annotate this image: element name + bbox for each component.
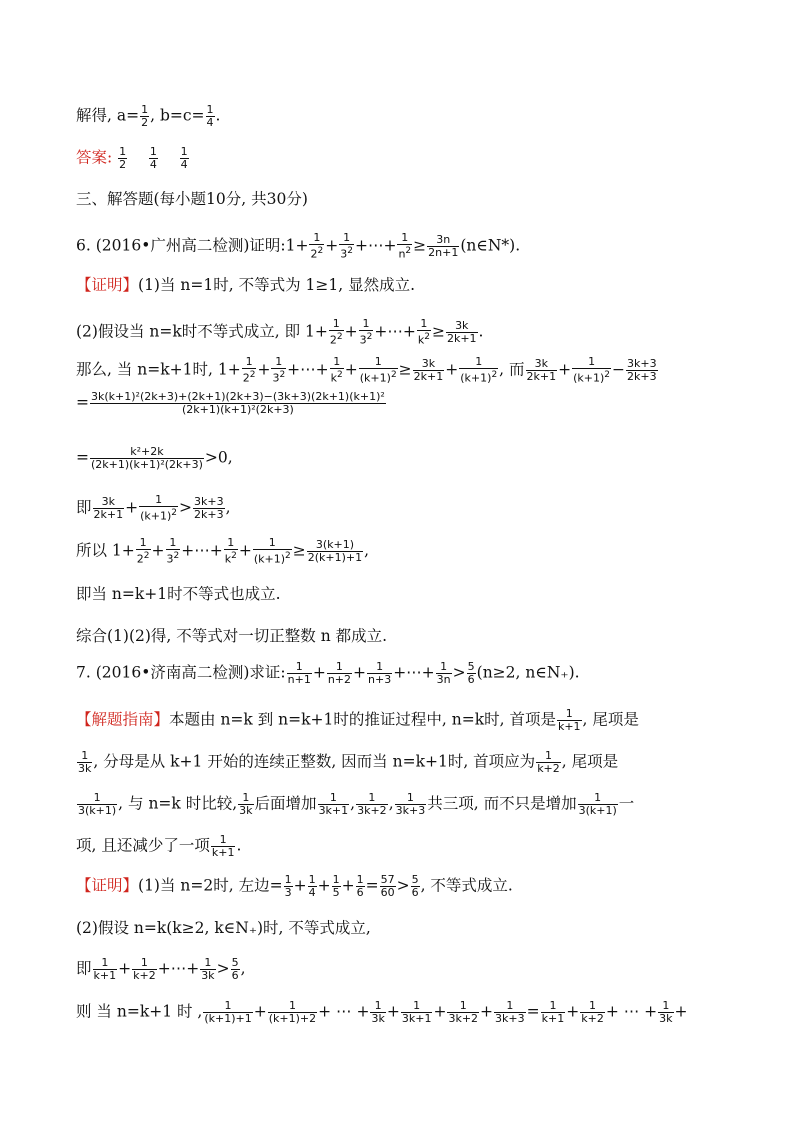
answer-line	[76, 146, 190, 171]
fraction: $\frac{1}{3k}$	[201, 956, 215, 982]
text: , 尾项是	[561, 752, 619, 771]
text: , 分母是从 k+1 开始的连续正整数, 因而当 n=k+1时, 首项应为	[93, 752, 536, 771]
fraction: $\frac{1}{3n}$	[436, 660, 451, 686]
text: 一	[618, 794, 635, 813]
fraction: $\frac{1}{n+3}$	[368, 660, 392, 686]
text: , 尾项是	[582, 710, 639, 729]
proof6-summary: 综合(1)(2)得, 不等式对一切正整数 n 都成立.	[76, 627, 388, 645]
fraction: $\frac{1}{k^2}$	[417, 317, 430, 347]
fraction: $\frac{1}{(k+1)^2}$	[359, 355, 397, 385]
fraction: $\frac{5}{6}$	[231, 956, 239, 982]
proof7-step3: 则 当 n=k+1 时 , $\frac{1}{(k+1)+1}$ + $\frac{1}{(k+1)+2}$ + ⋯ + $\frac{1}{3k}$ + $\frac{1}{3k+1}$ + $\frac{1}{3k+2}$ + $\frac{1}{3k+3}$ = $\frac{1}{k+1}$ + $\frac{1}{k+2}$ + ⋯ + $\frac{1}{3k}$ +	[76, 999, 688, 1025]
fraction: $\frac{1}{k+1}$	[211, 833, 235, 859]
text: 即	[76, 498, 92, 517]
fraction: $\frac{1}{k^2}$	[224, 536, 237, 566]
section-heading: 三、解答题(每小题10分, 共30分)	[76, 190, 308, 208]
fraction: $\frac{1}{3k}$	[371, 999, 385, 1025]
fraction: $\frac{\text{k²+2k}}{\text{(2k+1)(k+1)²(2k+3)}}$	[91, 445, 203, 471]
proof-tag: 【证明】	[76, 876, 139, 895]
text: , 与 n=k 时比较,	[118, 794, 238, 813]
line-solve-ab	[76, 104, 220, 129]
fraction: $\frac{1}{3k}$	[659, 999, 673, 1025]
fraction: $\frac{1}{2}$	[141, 103, 149, 129]
fraction: $\frac{1}{4}$	[206, 103, 214, 129]
proof6-simplify: = $\frac{\text{k²+2k}}{\text{(2k+1)(k+1)²(2k+3)}}$ >0,	[76, 445, 233, 471]
fraction: $\frac{1}{3^2}$	[359, 317, 373, 347]
fraction: $\frac{1}{(k+1)^2}$	[573, 355, 611, 385]
fraction: $\frac{1}{(k+1)^2}$	[140, 493, 178, 523]
text: , 而	[499, 360, 525, 379]
text: (1)当 n=1时, 不等式为 1≥1, 显然成立.	[138, 276, 416, 294]
fraction: $\frac{1}{k+2}$	[581, 999, 604, 1025]
q7-head: 7. (2016•济南高二检测)求证:	[76, 663, 286, 682]
fraction: $\frac{1}{n+2}$	[327, 660, 351, 686]
text: 那么, 当 n=k+1时, 1+	[76, 360, 241, 379]
proof6-conclusion: 即当 n=k+1时不等式也成立.	[76, 585, 281, 603]
text: 项, 且还减少了一项	[76, 836, 210, 855]
fraction: $\frac{1}{2}$	[119, 145, 127, 171]
text: 则 当 n=k+1 时 ,	[76, 1002, 203, 1021]
fraction: $\frac{1}{3k+1}$	[401, 999, 432, 1025]
fraction: $\frac{\text{3k(k+1)²(2k+3)+(2k+1)(2k+3)−(3k+3)(2k+1)(k+1)²}}{\text{(2k+1)(k+1)²(2k+3)}}$	[91, 390, 385, 416]
fraction: $\frac{1}{2^2}$	[242, 355, 256, 385]
text: 解得, a=	[76, 106, 140, 125]
fraction: $\frac{1}{(k+1)+2}$	[268, 999, 317, 1025]
fraction: $\frac{1}{3(k+1)}$	[78, 791, 117, 817]
guide-line1	[76, 708, 639, 733]
proof7-step2: (2)假设 n=k(k≥2, k∈N₊)时, 不等式成立,	[76, 919, 371, 937]
question-7: 7. (2016•济南高二检测)求证: $\frac{1}{n+1}$ + $\frac{1}{n+2}$ + $\frac{1}{n+3}$ +⋯+ $\frac{1}{3n}$ > $\frac{5}{6}$ (n≥2, n∈N₊).	[76, 660, 580, 686]
text: 共三项, 而不只是增加	[427, 794, 577, 813]
fraction: $\frac{3k+3}{2k+3}$	[194, 494, 224, 521]
fraction: $\frac{3k+3}{2k+3}$	[627, 356, 657, 383]
text: ≥	[413, 236, 427, 255]
text: , b=c=	[150, 106, 205, 125]
proof6-step3: 那么, 当 n=k+1时, 1+ $\frac{1}{2^2}$ + $\frac{1}{3^2}$ +⋯+ $\frac{1}{k^2}$ + $\frac{1}{(k+1)^2}$ ≥ $\frac{3k}{2k+1}$ + $\frac{1}{(k+1)^2}$ , 而 $\frac{3k}{2k+1}$ + $\frac{1}{(k+1)^2}$ − $\frac{3k+3}{2k+3}$	[76, 355, 657, 385]
fraction: $\frac{1}{4}$	[149, 145, 157, 171]
fraction: $\frac{1}{(k+1)^2}$	[460, 355, 498, 385]
text: .	[215, 106, 221, 125]
fraction: $\frac{1}{k^2}$	[330, 355, 343, 385]
fraction: $\frac{1}{2^2}$	[310, 231, 324, 261]
proof6-suoyi: 所以 1+ $\frac{1}{2^2}$ + $\frac{1}{3^2}$ +⋯+ $\frac{1}{k^2}$ + $\frac{1}{(k+1)^2}$ ≥ $\frac{3(k+1)}{2(k+1)+1}$ ,	[76, 536, 370, 566]
fraction: $\frac{1}{k+1}$	[93, 956, 117, 982]
fraction: $\frac{1}{3k+2}$	[357, 791, 387, 817]
text: (n≥2, n∈N₊).	[476, 663, 580, 682]
guide-line2	[76, 750, 618, 775]
fraction: $\frac{1}{3(k+1)}$	[578, 791, 617, 817]
fraction: $\frac{1}{(k+1)+1}$	[204, 999, 252, 1025]
fraction: $\frac{1}{4}$	[180, 145, 188, 171]
text: 后面增加	[254, 794, 317, 813]
guide-line4: 项, 且还减少了一项 $\frac{1}{k+1}$ .	[76, 833, 242, 859]
proof6-step2: (2)假设当 n=k时不等式成立, 即 1+ $\frac{1}{2^2}$ + $\frac{1}{3^2}$ +⋯+ $\frac{1}{k^2}$ ≥ $\frac{3k}{2k+1}$ .	[76, 317, 484, 347]
text: 所以 1+	[76, 541, 135, 560]
fraction: $\frac{1}{n+1}$	[287, 660, 311, 686]
fraction: $\frac{1}{3k+1}$	[318, 791, 349, 817]
fraction: $\frac{1}{3^2}$	[340, 231, 353, 261]
fraction: $\frac{3k}{2k+1}$	[446, 318, 477, 345]
fraction: $\frac{1}{k+2}$	[537, 749, 560, 775]
answer-label: 答案:	[76, 148, 113, 167]
fraction: $\frac{1}{2^2}$	[329, 317, 343, 347]
proof6-expand: = $\frac{\text{3k(k+1)²(2k+3)+(2k+1)(2k+3)−(3k+3)(2k+1)(k+1)²}}{\text{(2k+1)(k+1)²(2k+3)}}$	[76, 390, 385, 416]
question-6: 6. (2016•广州高二检测)证明:1+ $\frac{1}{2^2}$ + $\frac{1}{3^2}$ +⋯+ $\frac{1}{n^2}$ ≥ $\frac{3n}{2n+1}$ (n∈N*).	[76, 231, 521, 261]
fraction: $\frac{3(k+1)}{2(k+1)+1}$	[307, 537, 363, 564]
proof6-step1	[76, 275, 415, 295]
text: >0,	[204, 448, 233, 467]
guide-line3: $\frac{1}{3(k+1)}$ , 与 n=k 时比较, $\frac{1}{3k}$ 后面增加 $\frac{1}{3k+1}$ , $\frac{1}{3k+2}$ , $\frac{1}{3k+3}$ 共三项, 而不只是增加 $\frac{1}{3(k+1)}$ 一	[78, 791, 635, 817]
q6-head: 6. (2016•广州高二检测)证明:1+	[76, 236, 309, 255]
fraction: $\frac{1}{3}$	[284, 873, 292, 899]
guide-tag: 【解题指南】	[76, 710, 170, 729]
fraction: $\frac{3k}{2k+1}$	[526, 356, 557, 383]
text: (1)当 n=2时, 左边=	[138, 876, 283, 895]
proof7-ji: 即 $\frac{1}{k+1}$ + $\frac{1}{k+2}$ +⋯+ $\frac{1}{3k}$ > $\frac{5}{6}$ ,	[76, 956, 246, 982]
proof6-ji: 即 $\frac{3k}{2k+1}$ + $\frac{1}{(k+1)^2}$ > $\frac{3k+3}{2k+3}$ ,	[76, 493, 231, 523]
text: (n∈N*).	[460, 236, 521, 255]
fraction: $\frac{1}{n^2}$	[398, 231, 412, 261]
fraction: $\frac{1}{k+1}$	[557, 707, 581, 733]
fraction: $\frac{1}{2^2}$	[136, 536, 150, 566]
fraction: $\frac{1}{k+1}$	[541, 999, 565, 1025]
fraction: $\frac{57}{60}$	[380, 873, 395, 899]
fraction: $\frac{1}{3k+3}$	[395, 791, 426, 817]
fraction: $\frac{1}{3k}$	[239, 791, 253, 817]
fraction: $\frac{1}{3k+3}$	[495, 999, 525, 1025]
fraction: $\frac{1}{(k+1)^2}$	[253, 536, 291, 566]
proof7-step1: 【证明】(1)当 n=2时, 左边= $\frac{1}{3}$ + $\frac{1}{4}$ + $\frac{1}{5}$ + $\frac{1}{6}$ = $\frac{57}{60}$ > $\frac{5}{6}$ , 不等式成立.	[76, 873, 513, 899]
text: , 不等式成立.	[420, 876, 513, 895]
text: 本题由 n=k 到 n=k+1时的推证过程中, n=k时, 首项是	[169, 710, 556, 729]
fraction: $\frac{1}{4}$	[308, 873, 316, 899]
text: (2)假设当 n=k时不等式成立, 即 1+	[76, 322, 328, 341]
fraction: $\frac{1}{3^2}$	[166, 536, 180, 566]
fraction: $\frac{1}{3^2}$	[272, 355, 286, 385]
text: +⋯+	[354, 236, 397, 255]
fraction: $\frac{3n}{2n+1}$	[428, 232, 459, 259]
fraction: $\frac{1}{k+2}$	[133, 956, 156, 982]
text: 即	[76, 959, 92, 978]
fraction: $\frac{3k}{2k+1}$	[93, 494, 124, 521]
fraction: $\frac{5}{6}$	[411, 873, 419, 899]
fraction: $\frac{1}{5}$	[332, 873, 340, 899]
fraction: $\frac{1}{3k+2}$	[448, 999, 479, 1025]
fraction: $\frac{3k}{2k+1}$	[413, 356, 444, 383]
fraction: $\frac{1}{3k}$	[78, 749, 92, 775]
fraction: $\frac{5}{6}$	[467, 660, 475, 686]
fraction: $\frac{1}{6}$	[356, 873, 364, 899]
proof-tag: 【证明】	[76, 276, 139, 294]
